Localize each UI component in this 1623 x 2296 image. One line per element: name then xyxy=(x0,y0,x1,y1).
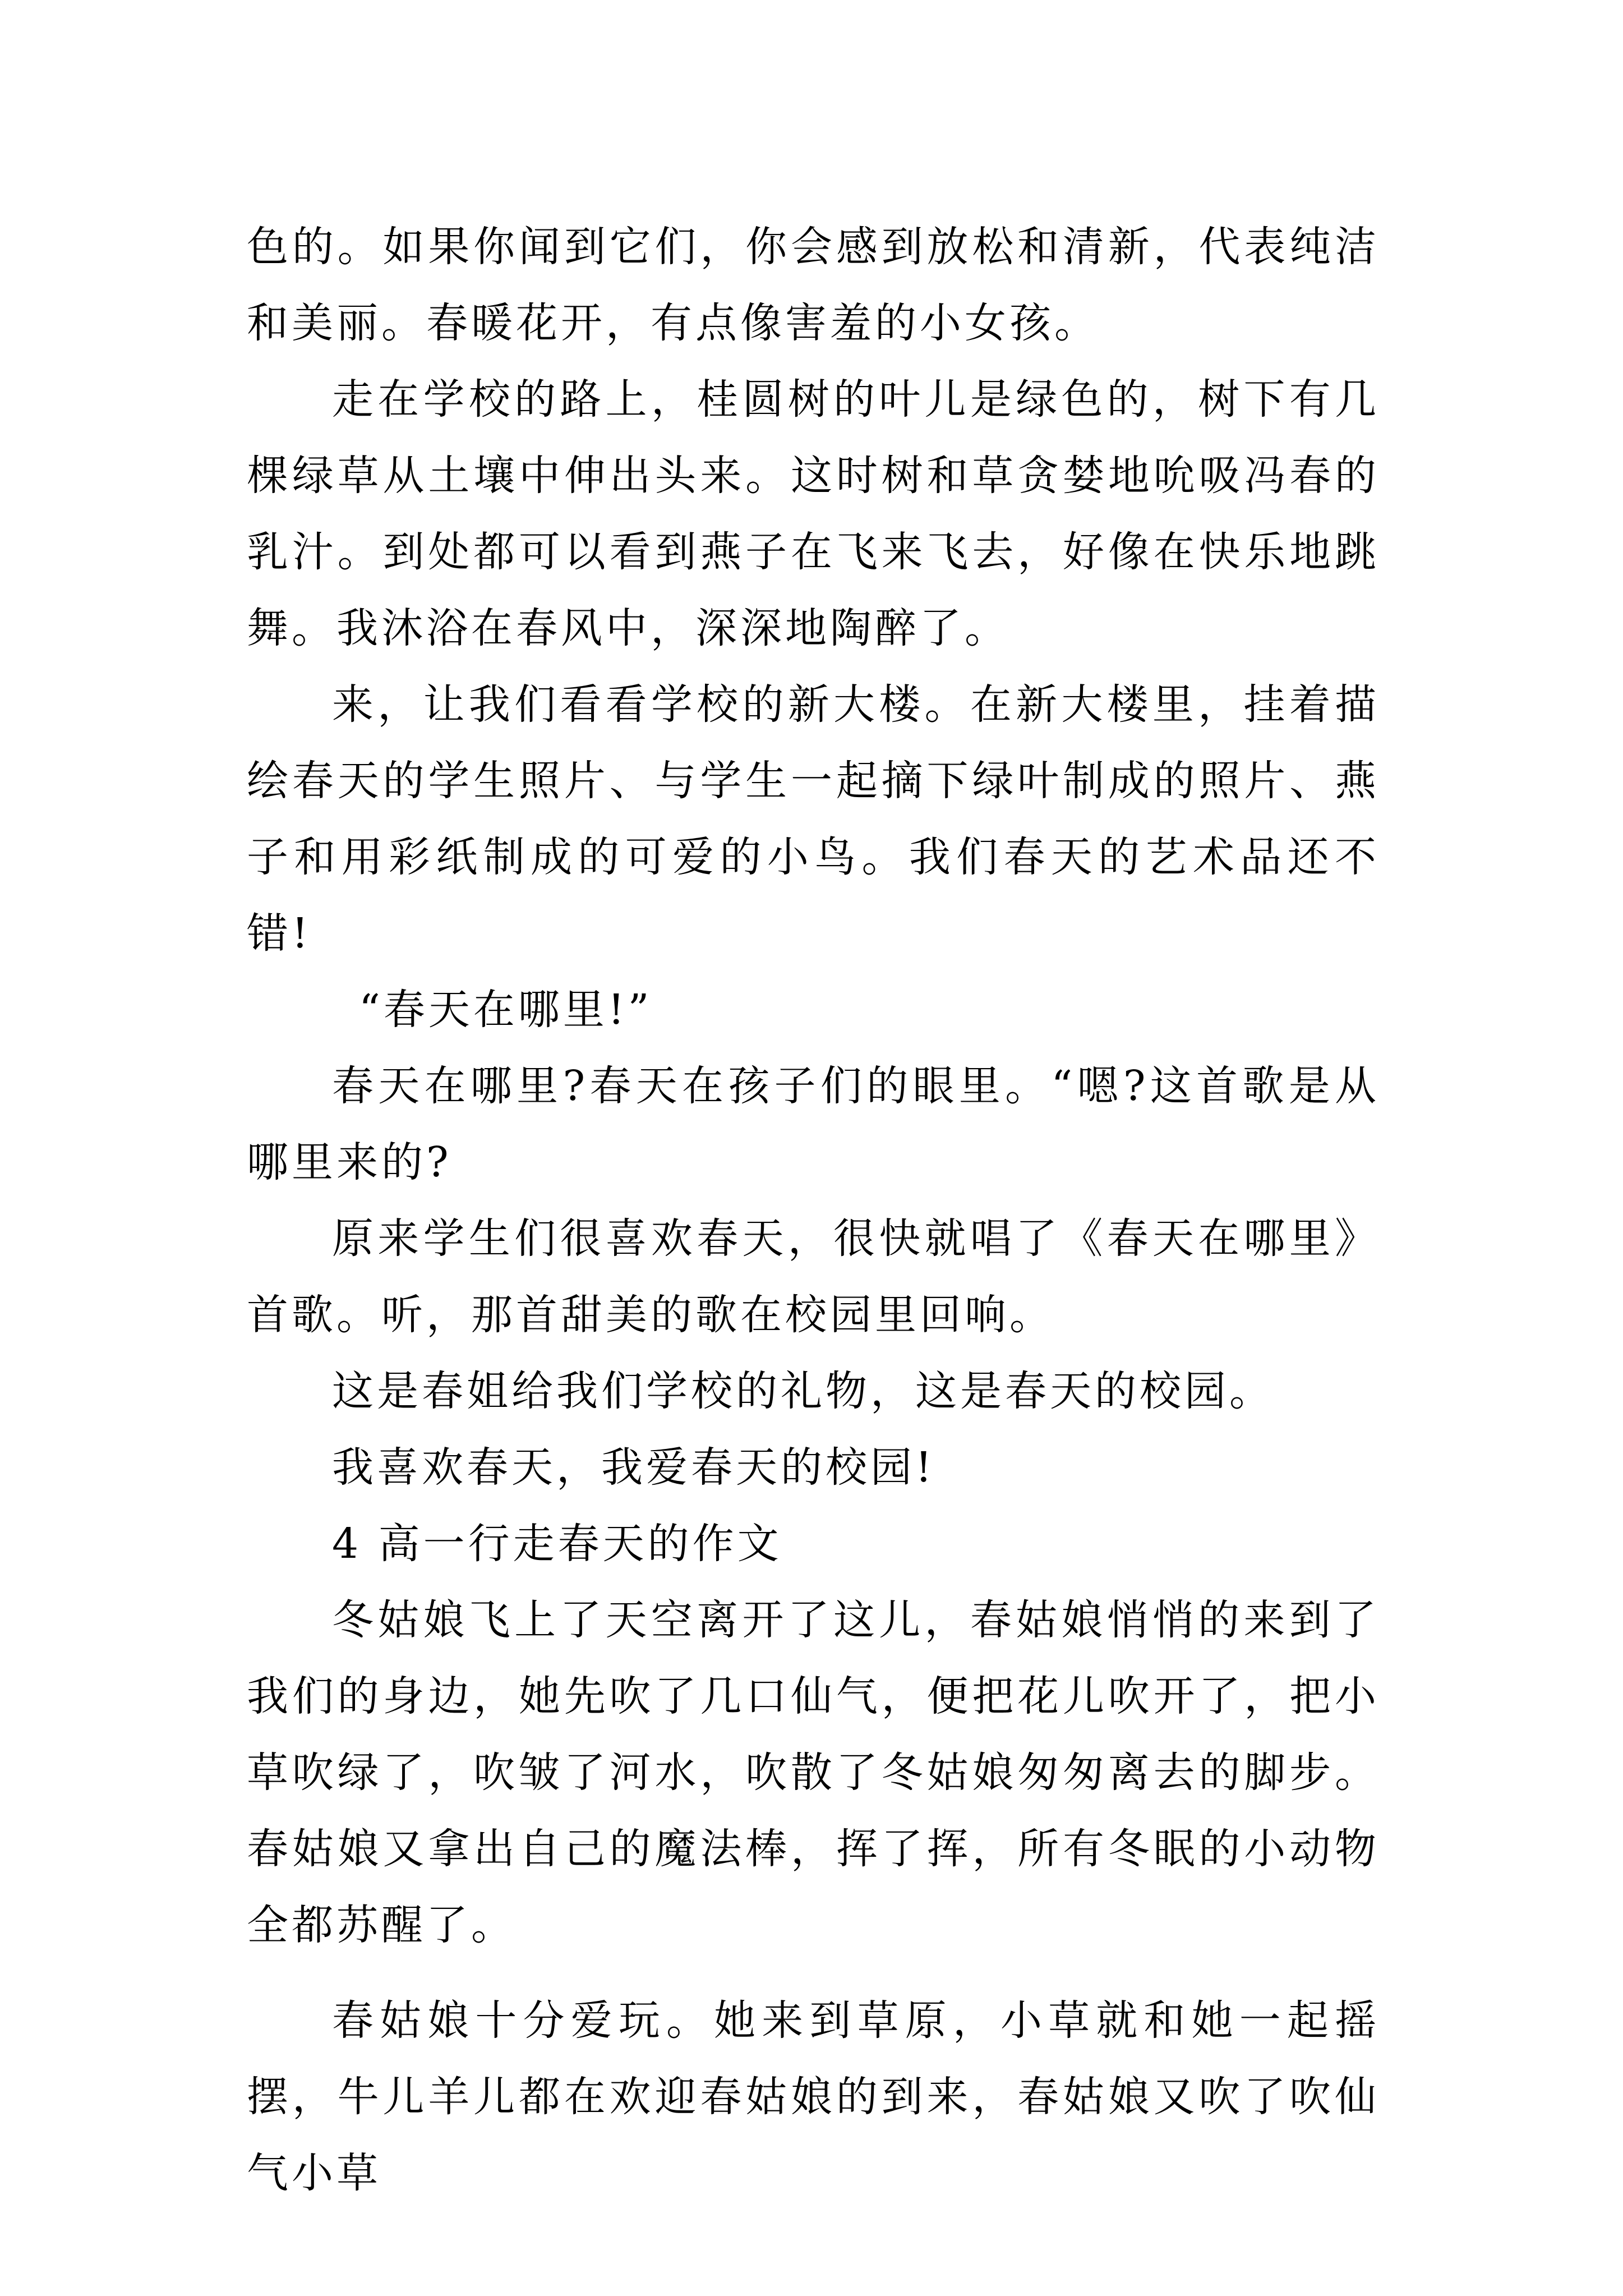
paragraph-where-is-spring: 春天在哪里?春天在孩子们的眼里。“嗯?这首歌是从哪里来的? xyxy=(247,1062,1380,1186)
section-heading: 4 高一行走春天的作文 xyxy=(332,1520,782,1568)
paragraph-new-building: 来，让我们看看学校的新大楼。在新大楼里，挂着描绘春天的学生照片、与学生一起摘下绿叶制成的照片、燕子和用彩纸制成的可爱的小鸟。我们春天的艺术品还不错! xyxy=(247,680,1380,958)
paragraph-continuation: 色的。如果你闻到它们，你会感到放松和清新，代表纯洁和美丽。春暖花开，有点像害羞的小女孩。 xyxy=(247,223,1380,347)
paragraph-spring-girl-plays: 春姑娘十分爱玩。她来到草原，小草就和她一起摇摆，牛儿羊儿都在欢迎春姑娘的到来，春姑娘又吹了吹仙气小草 xyxy=(247,1996,1380,2197)
paragraph-school-road: 走在学校的路上，桂圆树的叶儿是绿色的，树下有几棵绿草从土壤中伸出头来。这时树和草贪婪地吮吸冯春的乳汁。到处都可以看到燕子在飞来飞去，好像在快乐地跳舞。我沐浴在春风中，深深地陶醉了。 xyxy=(247,375,1380,652)
paragraph-love-spring: 我喜欢春天，我爱春天的校园! xyxy=(332,1443,935,1492)
paragraph-students-sing: 原来学生们很喜欢春天，很快就唱了《春天在哪里》首歌。听，那首甜美的歌在校园里回响。 xyxy=(247,1214,1380,1339)
paragraph-song-title: “春天在哪里!” xyxy=(359,986,653,1034)
document-body xyxy=(247,209,1380,2211)
paragraph-gift: 这是春姐给我们学校的礼物，这是春天的校园。 xyxy=(332,1367,1274,1415)
paragraph-winter-girl: 冬姑娘飞上了天空离开了这儿，春姑娘悄悄的来到了我们的身边，她先吹了几口仙气，便把花儿吹开了，把小草吹绿了，吹皱了河水，吹散了冬姑娘匆匆离去的脚步。春姑娘又拿出自己的魔法棒，挥了挥，所有冬眠的小动物全都苏醒了。 xyxy=(247,1596,1380,1949)
